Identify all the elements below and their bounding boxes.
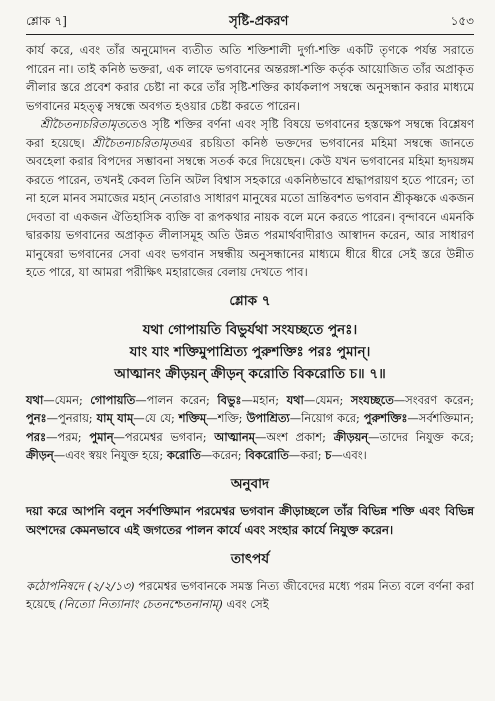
synonym-word: শক্তিম্: [178, 411, 207, 425]
synonym-meaning: —সর্বশক্তিমান;: [407, 411, 474, 425]
synonym-entry: [97, 411, 179, 425]
synonym-meaning: —নিয়োগ করে;: [289, 411, 364, 425]
synonym-word: বিভুঃ: [217, 392, 242, 407]
purport-text: [26, 577, 474, 614]
translation-text: দয়া করে আপনি বলুন সর্বশক্তিমান পরমেশ্বর ভগবান ক্রীড়াচ্ছলে তাঁর বিভিন্ন শক্তি এবং বিভিন্ন অংশদের কেমনভাবে এই জগতের পালন কার্যে এবং সংহার কার্যে নিযুক্ত করেন।: [26, 503, 474, 537]
synonym-word: যথা: [286, 392, 304, 407]
book-title-italic: শ্রীচৈতন্যচরিতামৃত: [92, 135, 178, 150]
synonym-entry: [179, 411, 247, 425]
synonym-word: উপাশ্রিত্য: [246, 411, 290, 425]
synonym-word: পুমান্: [89, 429, 114, 444]
synonym-word: যাম্ যাম্: [96, 411, 134, 425]
paragraph-continued: কার্য করে, এবং তাঁর অনুমোদন ব্যতীত অতি শক্তিশালী দুর্গা-শক্তি একটি তৃণকে পর্যন্ত সরাতে পারেন না। তাই কনিষ্ঠ ভক্তরা, এক লাফে ভগবানের অন্তরঙ্গা-শক্তি কর্তৃক আয়োজিত তাঁর অপ্রাকৃত লীলার স্তরে প্রবেশ করার চেষ্টা না করে তাঁর সৃষ্টি-শক্তির কার্যকলাপ সম্বন্ধে অনুসন্ধান করার মাধ্যমে ভগবানের মহত্ত্ব সম্বন্ধে অবগত হওয়ার চেষ্টা করতে পারেন।: [26, 43, 474, 113]
synonym-entry: [364, 411, 474, 425]
running-header: [26, 12, 474, 32]
scripture-ref-italic: কঠোপনিষদে (২/২/১৩): [26, 578, 135, 593]
verse-heading: শ্লোক ৭: [229, 292, 271, 309]
synonym-word: পুনঃ: [26, 411, 47, 425]
synonym-entry: [245, 448, 325, 462]
book-title-italic: শ্রীচৈতন্যচরিতামৃত: [40, 117, 126, 131]
verse-block: [26, 319, 474, 385]
synonym-word: পরঃ: [26, 429, 47, 444]
synonym-meaning: —তাদের নিযুক্ত করে;: [368, 429, 474, 444]
synonym-meaning: —যেমন;: [43, 392, 91, 407]
synonym-meaning: —যে যে;: [133, 411, 179, 425]
synonym-word: যথা: [26, 392, 44, 407]
synonym-entry: [217, 393, 286, 407]
synonym-meaning: —সংবরণ করেন;: [393, 392, 475, 407]
synonym-word: করোতি: [166, 448, 201, 462]
sanskrit-quote-italic: (নিত্যো নিত্যানাং চেতনশ্চেতনানাম্): [58, 597, 223, 611]
synonym-meaning: —পুনরায়;: [46, 411, 97, 425]
synonym-entry: [167, 448, 245, 462]
synonym-entry: [90, 393, 217, 407]
synonym-entry: [26, 430, 89, 444]
synonym-meaning: —অংশ প্রকাশ;: [254, 429, 334, 444]
header-verse-ref: শ্লোক ৭]: [26, 14, 67, 28]
synonym-meaning: —মহান;: [241, 392, 287, 407]
synonym-word: বিকরোতি: [245, 448, 289, 462]
synonym-meaning: —এবং স্বয়ং নিযুক্ত হয়ে;: [53, 448, 167, 462]
synonym-entry: [246, 411, 363, 425]
book-page: [26, 12, 474, 614]
synonym-word: গোপায়তি: [90, 392, 136, 407]
synonym-meaning: —পরমেশ্বর ভগবান;: [113, 429, 215, 444]
synonym-entry: [214, 430, 333, 444]
synonym-meaning: —শক্তি;: [206, 411, 247, 425]
verse-line: আত্মানং ক্রীড়য়ন্ ক্রীড়ন্ করোতি বিকরোতি চ॥ ৭॥: [114, 365, 386, 382]
header-chapter-title: সৃষ্টি-প্রকরণ: [229, 14, 289, 29]
purport-text-span: এবং সেই: [222, 597, 269, 611]
paragraph-text: তেও সৃষ্টি শক্তির বর্ণনা এবং সৃষ্টি বিষয়ে ভগবানের হস্তক্ষেপ সম্বন্ধে বিশ্লেষণ করা হয়েছে।: [26, 117, 474, 150]
synonym-meaning: —পরম;: [46, 429, 90, 444]
translation-heading: অনুবাদ: [230, 475, 270, 492]
synonym-entry: [89, 430, 214, 444]
synonym-meaning: —যেমন;: [303, 392, 351, 407]
synonym-meaning: —এবং।: [331, 448, 367, 462]
synonym-word: ক্রীড়য়ন্: [333, 429, 369, 444]
synonym-meaning: —করা;: [288, 448, 326, 462]
page-number: ১৫৩: [450, 14, 474, 28]
paragraph-text: এর রচয়িতা কনিষ্ঠ ভক্তদের ভগবানের মহিমা সম্বন্ধে জানতে অবহেলা করার বিপদের সম্ভাবনা সম্বন্ধে সতর্ক করে দিয়েছেন। কেউ যখন ভগবানের মহিমা হৃদয়ঙ্গম করতে পারেন, তখনই কেবল তিনি অটল বিশ্বাস সহকারে একনিষ্ঠভাবে শ্রদ্ধাপরায়ণ হতে পারেন; তা না হলে মানব সমাজের মহান্ নেতারাও সাধারণ মানুষের মতো ভ্রান্তিবশত ভগবান শ্রীকৃষ্ণকে একজন দেবতা বা একজন ঐতিহাসিক ব্যক্তি বা রূপকথার নায়ক বলে মনে করতে পারেন। বৃন্দাবনে এমনকি দ্বারকায় ভগবানের অপ্রাকৃত লীলাসমূহ অতি উন্নত পরমার্থবাদীরাও আস্বাদন করেন, আর সাধারণ মানুষেরা ভগবানের সেবা এবং ভগবান সম্বন্ধীয় অনুসন্ধানের মাধ্যমে ধীরে ধীরে সেই স্তরে উন্নীত হতে পারে, যা আমরা পরীক্ষিৎ মহারাজের বেলায় দেখতে পাব।: [26, 135, 474, 279]
synonym-meaning: —পালন করেন;: [135, 392, 218, 407]
header-rule: [26, 34, 474, 35]
synonym-meaning: —করেন;: [200, 448, 246, 462]
synonym-entry: [26, 448, 167, 462]
synonym-word: চ: [325, 448, 332, 462]
verse-line: যাং যাং শক্তিমুপাশ্রিত্য পুরুশক্তিঃ পরঃ পুমান্।: [129, 343, 371, 360]
synonym-entry: [351, 393, 474, 407]
purport-heading: তাৎপর্য: [230, 550, 270, 567]
word-synonyms: [26, 391, 474, 465]
synonym-word: ক্রীড়ন্: [26, 448, 54, 462]
synonym-entry: [325, 448, 367, 462]
verse-line: যথা গোপায়তি বিভুর্যথা সংযচ্ছতে পুনঃ।: [142, 321, 358, 338]
synonym-word: পুরুশক্তিঃ: [363, 411, 408, 425]
synonym-word: আত্মানম্: [214, 429, 255, 444]
synonym-entry: [287, 393, 351, 407]
synonym-word: সংযচ্ছতে: [350, 392, 394, 407]
synonym-entry: [26, 411, 97, 425]
paragraph-chaitanya: [26, 115, 474, 282]
synonym-entry: [334, 430, 474, 444]
synonym-entry: [26, 393, 90, 407]
purport-text-span: পরমেশ্বর ভগবানকে সমস্ত নিত্য জীবেদের মধ্যে পরম নিত্য বলে বর্ণনা করা হয়েছে: [26, 578, 474, 611]
